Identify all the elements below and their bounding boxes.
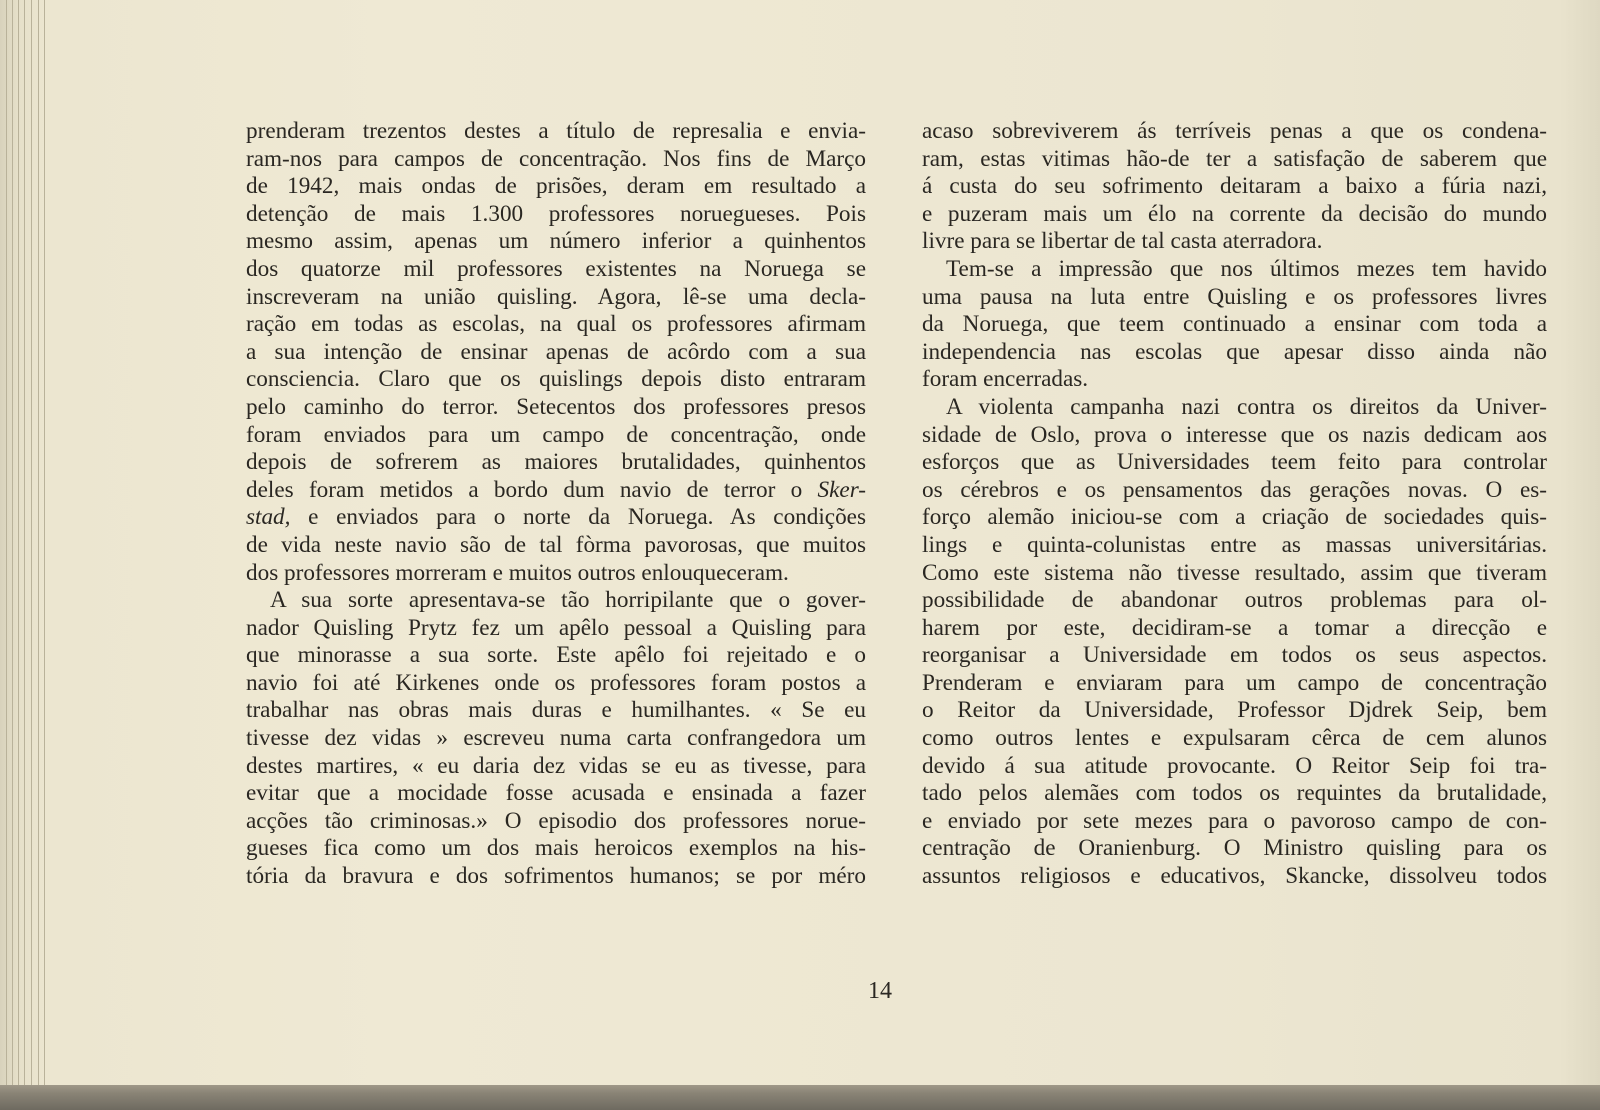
- text-line: evitar que a mocidade fosse acusada e ensinada a fazer: [246, 780, 866, 807]
- text-line: gueses fica como um dos mais heroicos exemplos na his-: [246, 835, 866, 862]
- text-line: e enviado por sete mezes para o pavoroso campo de con-: [922, 807, 1547, 834]
- scan-bottom-edge: [0, 1085, 1600, 1110]
- text-line: como outros lentes e expulsaram cêrca de cem alunos: [922, 725, 1547, 752]
- text-line: nador Quisling Prytz fez um apêlo pessoal a Quisling para: [246, 614, 866, 641]
- text-line: o Reitor da Universidade, Professor Djdrek Seip, bem: [922, 697, 1547, 724]
- text-line-with-italic: [246, 477, 866, 505]
- text-line: reorganisar a Universidade em todos os seus aspectos.: [922, 642, 1547, 669]
- text-line: tória da bravura e dos sofrimentos humanos; se por méro: [246, 863, 866, 890]
- text-line: assuntos religiosos e educativos, Skancke, dissolveu todos: [922, 863, 1547, 890]
- page-edge: [12, 0, 13, 1085]
- page-edge: [38, 0, 39, 1085]
- text-segment: e enviados para o norte da Noruega. As condições: [308, 504, 867, 531]
- text-line: de vida neste navio são de tal fòrma pavorosas, que muitos: [246, 531, 866, 558]
- paragraph-start-line: A sua sorte apresentava-se tão horripilante que o gover-: [270, 587, 866, 614]
- text-line: de 1942, mais ondas de prisões, deram em resultado a: [246, 173, 866, 200]
- left-text-column: [246, 118, 866, 891]
- text-line: e puzeram mais um élo na corrente da decisão do mundo: [922, 200, 1547, 227]
- text-line: lings e quinta-colunistas entre as massas universitárias.: [922, 531, 1547, 558]
- text-line: foram encerradas.: [922, 366, 1089, 393]
- text-line: pelo caminho do terror. Setecentos dos professores presos: [246, 393, 866, 420]
- text-line: uma pausa na luta entre Quisling e os professores livres: [922, 283, 1547, 310]
- text-line: foram enviados para um campo de concentração, onde: [246, 421, 866, 448]
- text-line-with-italic: [246, 504, 866, 532]
- page-edge: [6, 0, 7, 1085]
- right-text-column: [922, 118, 1547, 891]
- page-edge: [44, 0, 45, 1085]
- text-line: a sua intenção de ensinar apenas de acôrdo com a sua: [246, 338, 866, 365]
- text-segment: deles foram metidos a bordo dum navio de terror o: [246, 476, 803, 503]
- text-line: Prenderam e enviaram para um campo de concentração: [922, 669, 1547, 696]
- page-edge: [24, 0, 25, 1085]
- text-line: independencia nas escolas que apesar disso ainda não: [922, 338, 1547, 365]
- text-line: detenção de mais 1.300 professores noruegueses. Pois: [246, 200, 866, 227]
- text-line: ram, estas vitimas hão-de ter a satisfação de saberem que: [922, 145, 1547, 172]
- text-line: trabalhar nas obras mais duras e humilhantes. « Se eu: [246, 697, 866, 724]
- text-line: esforços que as Universidades teem feito para controlar: [922, 449, 1547, 476]
- text-line: centração de Oranienburg. O Ministro quisling para os: [922, 835, 1547, 862]
- text-line: mesmo assim, apenas um número inferior a quinhentos: [246, 228, 866, 255]
- text-line: dos professores morreram e muitos outros enlouqueceram.: [246, 559, 789, 586]
- text-line: da Noruega, que teem continuado a ensinar com toda a: [922, 311, 1547, 338]
- page-number: 14: [868, 978, 892, 1004]
- text-line: dos quatorze mil professores existentes na Noruega se: [246, 255, 866, 282]
- text-line: livre para se libertar de tal casta aterradora.: [922, 228, 1323, 255]
- text-line: devido á sua atitude provocante. O Reitor Seip foi tra-: [922, 752, 1547, 779]
- text-line: tivesse dez vidas » escreveu numa carta confrangedora um: [246, 725, 866, 752]
- text-line: forço alemão iniciou-se com a criação de sociedades quis-: [922, 504, 1547, 531]
- text-line: á custa do seu sofrimento deitaram a baixo a fúria nazi,: [922, 173, 1547, 200]
- text-line: ram-nos para campos de concentração. Nos fins de Março: [246, 145, 866, 172]
- page-edge: [31, 0, 32, 1085]
- text-line: Como este sistema não tivesse resultado, assim que tiveram: [922, 559, 1547, 586]
- ship-name-italic: stad,: [246, 504, 291, 531]
- text-line: harem por este, decidiram-se a tomar a direcção e: [922, 614, 1547, 641]
- text-line: sidade de Oslo, prova o interesse que os nazis dedicam aos: [922, 421, 1547, 448]
- paragraph-start-line: Tem-se a impressão que nos últimos mezes tem havido: [946, 255, 1547, 282]
- text-line: possibilidade de abandonar outros problemas para ol-: [922, 587, 1547, 614]
- text-line: destes martires, « eu daria dez vidas se eu as tivesse, para: [246, 752, 866, 779]
- page-edge: [18, 0, 19, 1085]
- text-line: navio foi até Kirkenes onde os professores foram postos a: [246, 669, 866, 696]
- text-line: acções tão criminosas.» O episodio dos professores norue-: [246, 807, 866, 834]
- text-line: prenderam trezentos destes a título de represalia e envia-: [246, 118, 866, 144]
- text-line: que minorasse a sua sorte. Este apêlo foi rejeitado e o: [246, 642, 866, 669]
- text-line: consciencia. Claro que os quislings depois disto entraram: [246, 366, 866, 393]
- text-line: ração em todas as escolas, na qual os professores afirmam: [246, 311, 866, 338]
- text-line: os cérebros e os pensamentos das gerações novas. O es-: [922, 476, 1547, 503]
- paragraph-start-line: A violenta campanha nazi contra os direitos da Univer-: [946, 393, 1547, 420]
- text-line: depois de sofrerem as maiores brutalidades, quinhentos: [246, 449, 866, 476]
- text-line: acaso sobreviverem ás terríveis penas a que os condena-: [922, 118, 1547, 144]
- text-line: tado pelos alemães com todos os requintes da brutalidade,: [922, 780, 1547, 807]
- ship-name-italic: Sker-: [817, 476, 867, 503]
- text-line: inscreveram na união quisling. Agora, lê-se uma decla-: [246, 283, 866, 310]
